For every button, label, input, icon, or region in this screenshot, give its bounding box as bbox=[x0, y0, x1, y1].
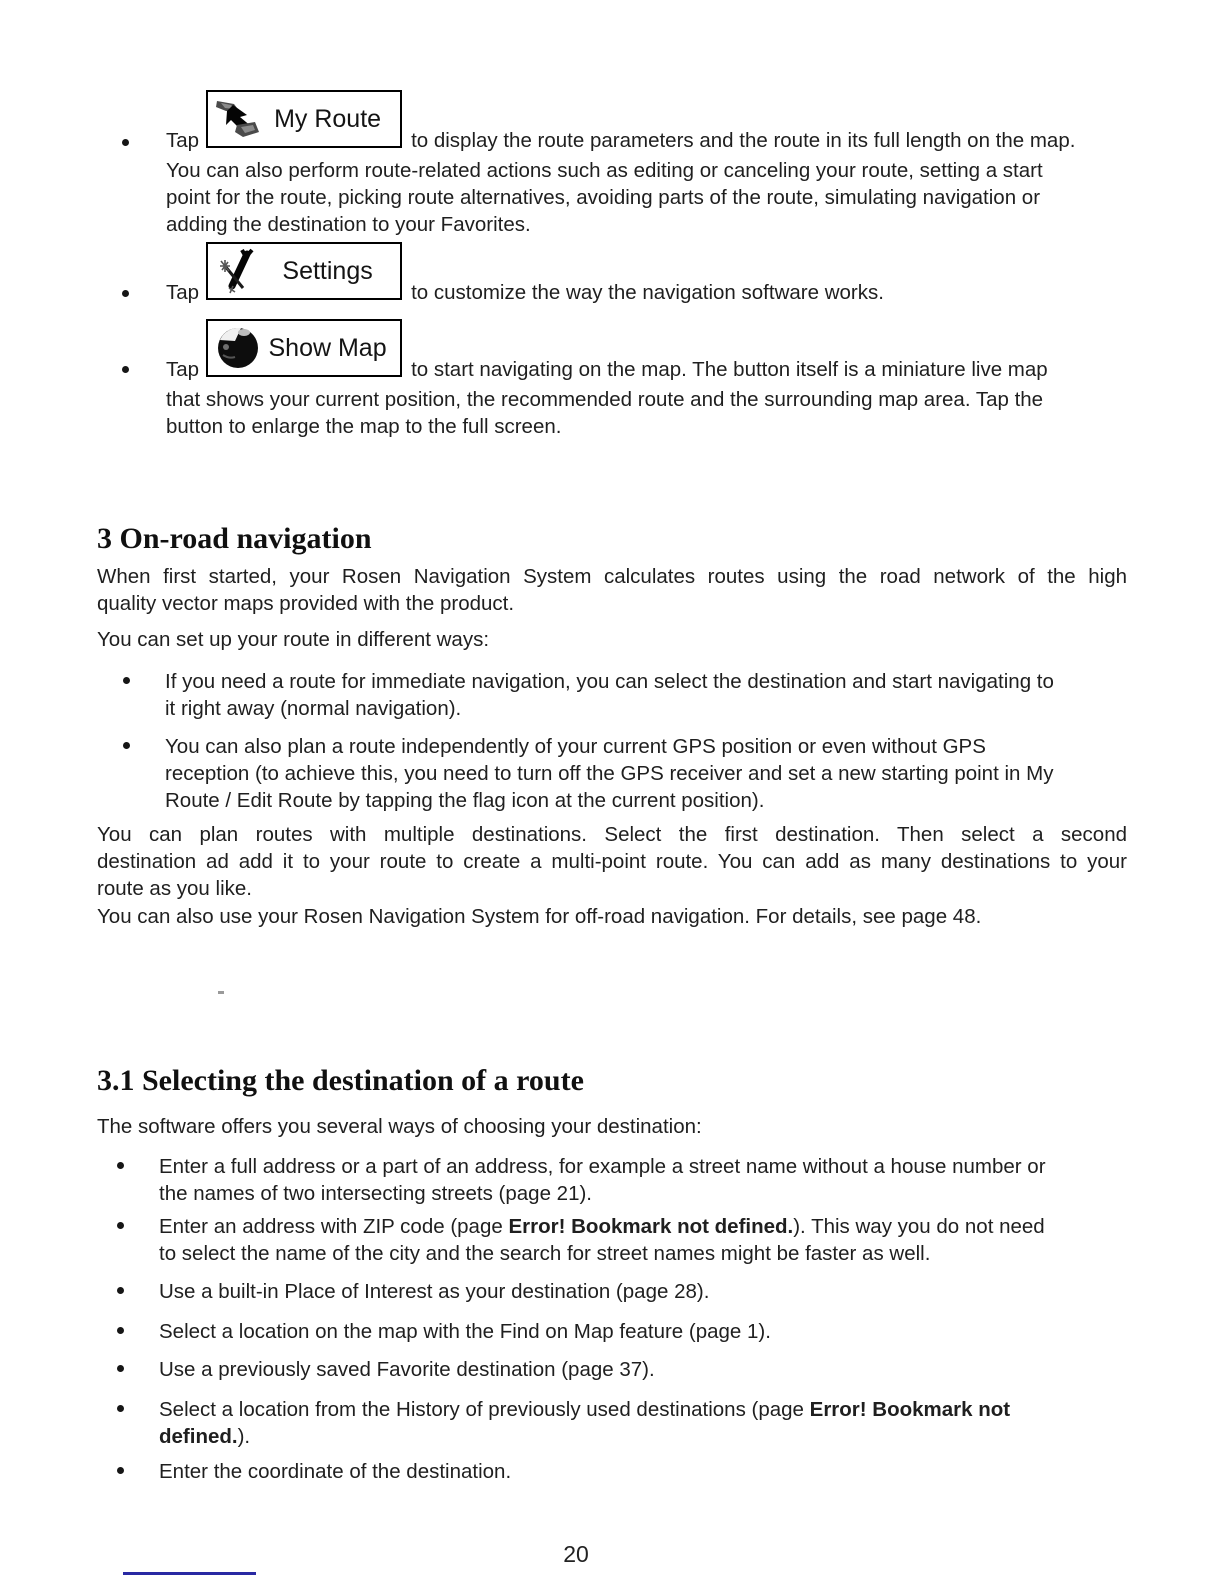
list-item-line: Use a built-in Place of Interest as your destination (page 28). bbox=[159, 1280, 710, 1303]
tools-icon bbox=[213, 246, 263, 296]
intro-item-my-route bbox=[97, 90, 1127, 238]
list-item-line: to select the name of the city and the search for street names might be faster as well. bbox=[159, 1242, 931, 1265]
tap-label: Tap bbox=[166, 129, 200, 152]
bullet-dot bbox=[117, 1222, 124, 1229]
list-item-line: the names of two intersecting streets (page 21). bbox=[159, 1182, 593, 1205]
list-item bbox=[97, 1356, 1127, 1383]
my-route-button[interactable] bbox=[206, 90, 402, 148]
section-3-1-heading: 3.1 Selecting the destination of a route bbox=[97, 1064, 584, 1097]
list-item-line: defined.). bbox=[159, 1425, 251, 1448]
my-route-button-label: My Route bbox=[274, 105, 382, 133]
list-item-line: it right away (normal navigation). bbox=[165, 697, 462, 720]
paragraph-line: destination ad add it to your route to create a multi-point route. You can add as many destinations to your bbox=[97, 850, 1127, 873]
intro-text-line: adding the destination to your Favorites. bbox=[166, 213, 531, 236]
footnote-separator-line bbox=[123, 1572, 256, 1575]
settings-button[interactable] bbox=[206, 242, 402, 300]
paragraph: You can set up your route in different ways: bbox=[97, 628, 490, 651]
intro-text: to display the route parameters and the route in its full length on the map. bbox=[411, 129, 1076, 152]
tap-row bbox=[97, 90, 1127, 152]
bullet-dot bbox=[122, 366, 129, 373]
page-number: 20 bbox=[563, 1541, 589, 1567]
show-map-button-label: Show Map bbox=[268, 334, 387, 362]
bullet-dot bbox=[117, 1405, 124, 1412]
paragraph bbox=[97, 563, 1127, 617]
list-item-line: reception (to achieve this, you need to turn off the GPS receiver and set a new starting point in My bbox=[165, 762, 1054, 785]
tap-row bbox=[97, 319, 1127, 381]
bullet-dot bbox=[122, 139, 129, 146]
intro-text-line: You can also perform route-related actions such as editing or canceling your route, setting a start bbox=[166, 159, 1043, 182]
list-item bbox=[97, 1153, 1127, 1207]
list-item-line: Route / Edit Route by tapping the flag icon at the current position). bbox=[165, 789, 765, 812]
intro-text: to customize the way the navigation software works. bbox=[411, 281, 884, 304]
list-item-line: Enter the coordinate of the destination. bbox=[159, 1460, 512, 1483]
tap-label: Tap bbox=[166, 281, 200, 304]
bullet-dot bbox=[123, 742, 130, 749]
intro-text-line: button to enlarge the map to the full screen. bbox=[166, 415, 562, 438]
scan-artifact bbox=[218, 991, 224, 994]
list-item-line: Enter an address with ZIP code (page Error! Bookmark not defined.). This way you do not need bbox=[159, 1215, 1045, 1238]
list-item bbox=[97, 1278, 1127, 1305]
bullet-dot bbox=[117, 1162, 124, 1169]
list-item bbox=[97, 1458, 1127, 1485]
list-item bbox=[97, 733, 1127, 814]
list-item bbox=[97, 1318, 1127, 1345]
settings-button-label: Settings bbox=[282, 257, 373, 285]
bullet-dot bbox=[117, 1287, 124, 1294]
paragraph-line: quality vector maps provided with the product. bbox=[97, 592, 515, 615]
tap-row bbox=[97, 242, 1127, 304]
paragraph-line: You can plan routes with multiple destinations. Select the first destination. Then select a second bbox=[97, 823, 1127, 846]
section-3-heading: 3 On-road navigation bbox=[97, 522, 372, 555]
intro-item-show-map bbox=[97, 319, 1127, 440]
globe-icon bbox=[213, 323, 263, 373]
bullet-dot bbox=[117, 1327, 124, 1334]
paragraph-line: route as you like. bbox=[97, 877, 252, 900]
intro-text-line: that shows your current position, the recommended route and the surrounding map area. Tap the bbox=[166, 388, 1044, 411]
list-item-line: Use a previously saved Favorite destination (page 37). bbox=[159, 1358, 655, 1381]
paragraph bbox=[97, 821, 1127, 902]
bullet-dot bbox=[117, 1467, 124, 1474]
list-item-line: Enter a full address or a part of an address, for example a street name without a house number or bbox=[159, 1155, 1046, 1178]
paragraph-line: When first started, your Rosen Navigation System calculates routes using the road network of the high bbox=[97, 565, 1127, 588]
list-item-line: You can also plan a route independently of your current GPS position or even without GPS bbox=[165, 735, 986, 758]
list-item bbox=[97, 1213, 1127, 1267]
list-item-line: Select a location on the map with the Find on Map feature (page 1). bbox=[159, 1320, 771, 1343]
list-item bbox=[97, 668, 1127, 722]
route-arrow-icon bbox=[213, 94, 263, 144]
tap-label: Tap bbox=[166, 358, 200, 381]
paragraph: You can also use your Rosen Navigation System for off-road navigation. For details, see page 48. bbox=[97, 905, 982, 928]
bullet-dot bbox=[122, 290, 129, 297]
list-item bbox=[97, 1396, 1127, 1450]
intro-item-settings bbox=[97, 242, 1127, 304]
paragraph: The software offers you several ways of choosing your destination: bbox=[97, 1115, 702, 1138]
show-map-button[interactable] bbox=[206, 319, 402, 377]
bullet-dot bbox=[117, 1365, 124, 1372]
intro-text-line: point for the route, picking route alternatives, avoiding parts of the route, simulating navigation or bbox=[166, 186, 1041, 209]
list-item-line: Select a location from the History of previously used destinations (page Error! Bookmark not bbox=[159, 1398, 1011, 1421]
bullet-dot bbox=[123, 677, 130, 684]
list-item-line: If you need a route for immediate navigation, you can select the destination and start navigating to bbox=[165, 670, 1054, 693]
intro-text: to start navigating on the map. The button itself is a miniature live map bbox=[411, 358, 1048, 381]
